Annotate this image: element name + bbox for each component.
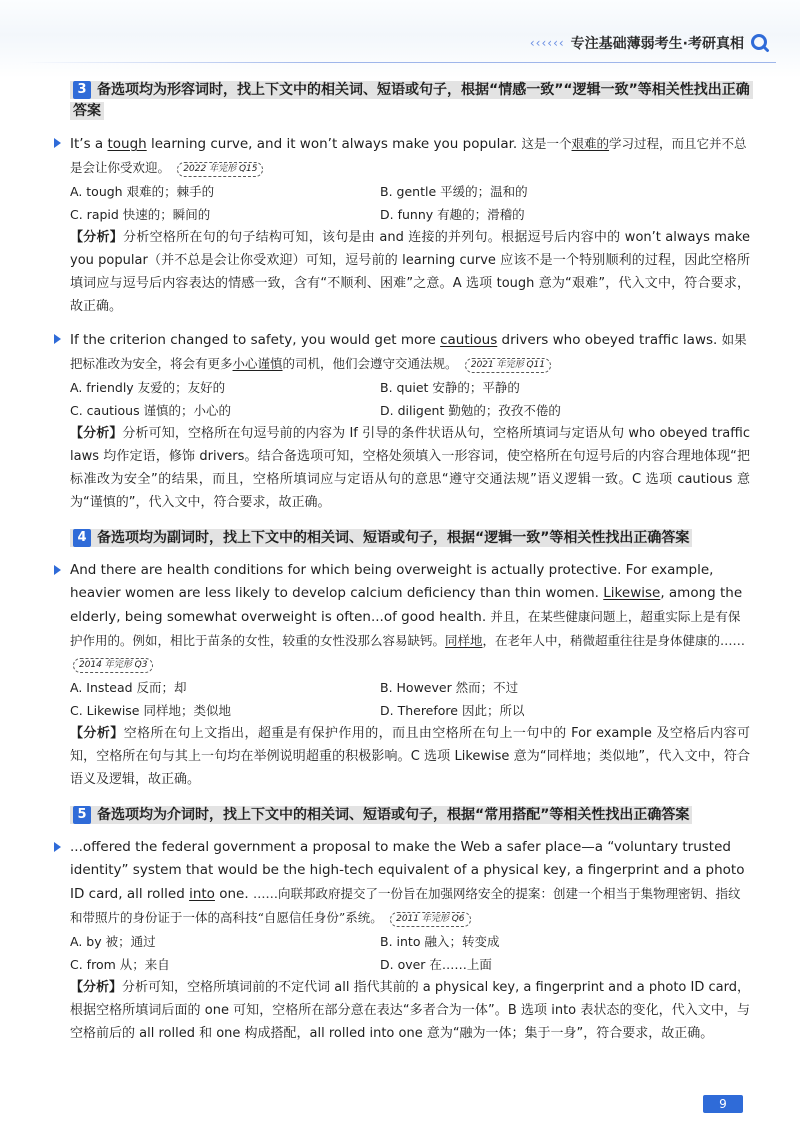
option: D. Therefore 因此；所以 <box>380 703 525 718</box>
example-sentence: And there are health conditions for which being overweight is actually protective. For example, heavier women are less likely to develop calcium deficiency than thin women. Likewise, among the elderly, being somewhat overweight is often...of good health. 并且，在某些健康问题上，超重实际上是有保护作用的。例如，相比于苗条的女性，较重的女性没那么容易缺钙。同样地，在老年人中，稍微超重往往是身体健康的…… 2014 年完形 Q3 <box>70 559 750 676</box>
option: A. tough 艰难的；棘手的 <box>70 184 215 199</box>
option: B. gentle 平缓的；温和的 <box>380 184 528 199</box>
question-item <box>70 132 750 318</box>
bullet-icon <box>54 334 61 344</box>
bullet-icon <box>54 842 61 852</box>
question-item <box>70 559 750 791</box>
options-grid <box>70 930 750 976</box>
option: D. diligent 勤勉的；孜孜不倦的 <box>380 403 561 418</box>
section-title: 备选项均为介词时，找上下文中的相关词、短语或句子，根据“常用搭配”等相关性找出正确答案 <box>97 807 690 823</box>
header-divider <box>24 62 776 63</box>
example-sentence: If the criterion changed to safety, you would get more cautious drivers who obeyed traffic laws. 如果把标准改为安全，将会有更多小心谨慎的司机，他们会遵守交通法规。 2021 年完形 Q11 <box>70 332 747 371</box>
option: B. into 融入；转变成 <box>380 934 500 949</box>
example-sentence: It’s a tough learning curve, and it won’t always make you popular. 这是一个艰难的学习过程，而且它并不总是会让你受欢迎。 2022 年完形 Q15 <box>70 136 747 175</box>
page-number: 9 <box>703 1095 743 1113</box>
page-header <box>530 32 770 54</box>
source-tag: 2022 年完形 Q15 <box>177 162 263 177</box>
page-content <box>70 76 750 1045</box>
analysis-text: 【分析】分析空格所在句的句子结构可知，该句是由 and 连接的并列句。根据逗号后内容中的 won’t always make you popular（并不总是会让你受欢迎）可知，逗号前的 learning curve 应该不是一个特别顺利的过程，因此空格所填词应与逗号后内容表达的情感一致，含有“不顺利、困难”之意。A 选项 tough 意为“艰难”，代入文中，符合要求，故正确。 <box>70 230 750 314</box>
option: C. Likewise 同样地；类似地 <box>70 703 231 718</box>
option: C. rapid 快速的；瞬间的 <box>70 207 211 222</box>
analysis-text: 【分析】分析可知，空格所在句逗号前的内容为 If 引导的条件状语从句，空格所填词与定语从句 who obeyed traffic laws 均作定语，修饰 drivers。结合备选项可知，空格处须填入一形容词，使空格所在句逗号后的内容合理地体现“把标准改为安全”的结果，而且，空格所填词应与定语从句的意思“遵守交通法规”语义逻辑一致。C 选项 cautious 意为“谨慎的”，代入文中，符合要求，故正确。 <box>70 426 750 510</box>
question-item <box>70 836 750 1045</box>
source-tag: 2011 年完形 Q6 <box>390 912 470 927</box>
option: C. from 从；来自 <box>70 957 170 972</box>
example-sentence: ...offered the federal government a proposal to make the Web a safer place—a “voluntary trusted identity” system that would be the high-tech equivalent of a physical key, a fingerprint and a photo ID card, all rolled into one. ……向联邦政府提交了一份旨在加强网络安全的提案：创建一个相当于集物理密钥、指纹和带照片的身份证于一体的高科技“自愿信任身份”系统。 2011 年完形 Q6 <box>70 839 745 925</box>
option: A. by 被；通过 <box>70 934 156 949</box>
section-heading <box>70 805 750 826</box>
question-item <box>70 328 750 514</box>
section-number: 3 <box>73 81 91 99</box>
chevrons-icon: ‹‹‹‹‹‹ <box>529 36 565 50</box>
option: D. funny 有趣的；滑稽的 <box>380 207 525 222</box>
analysis-text: 【分析】分析可知，空格所填词前的不定代词 all 指代其前的 a physical key, a fingerprint and a photo ID card，根据空格所填词后面的 one 可知，空格所在部分意在表达“多者合为一体”。B 选项 into 表状态的变化，代入文中，与空格前后的 all rolled 和 one 构成搭配，all rolled into one 意为“融为一体；集于一身”，符合要求，故正确。 <box>70 980 750 1041</box>
section-title: 备选项均为副词时，找上下文中的相关词、短语或句子，根据“逻辑一致”等相关性找出正确答案 <box>97 530 690 546</box>
option: B. However 然而；不过 <box>380 680 519 695</box>
option: D. over 在……上面 <box>380 957 492 972</box>
source-tag: 2014 年完形 Q3 <box>73 658 153 673</box>
option: C. cautious 谨慎的；小心的 <box>70 403 232 418</box>
header-title: 专注基础薄弱考生·考研真相 <box>570 36 744 52</box>
bullet-icon <box>54 565 61 575</box>
search-icon <box>750 33 770 53</box>
options-grid <box>70 676 750 722</box>
option: A. Instead 反而；却 <box>70 680 187 695</box>
options-grid <box>70 180 750 226</box>
options-grid <box>70 376 750 422</box>
section-heading <box>70 80 750 122</box>
section-number: 4 <box>73 529 91 547</box>
section-heading <box>70 528 750 549</box>
option: A. friendly 友爱的；友好的 <box>70 380 226 395</box>
option: B. quiet 安静的；平静的 <box>380 380 520 395</box>
bullet-icon <box>54 138 61 148</box>
source-tag: 2021 年完形 Q11 <box>465 358 551 373</box>
section-number: 5 <box>73 806 91 824</box>
section-title: 备选项均为形容词时，找上下文中的相关词、短语或句子，根据“情感一致”“逻辑一致”等相关性找出正确答案 <box>73 82 750 119</box>
analysis-text: 【分析】空格所在句上文指出，超重是有保护作用的，而且由空格所在句上一句中的 For example 及空格后内容可知，空格所在句与其上一句均在举例说明超重的积极影响。C 选项 Likewise 意为“同样地；类似地”，代入文中，符合语义及逻辑，故正确。 <box>70 726 750 787</box>
